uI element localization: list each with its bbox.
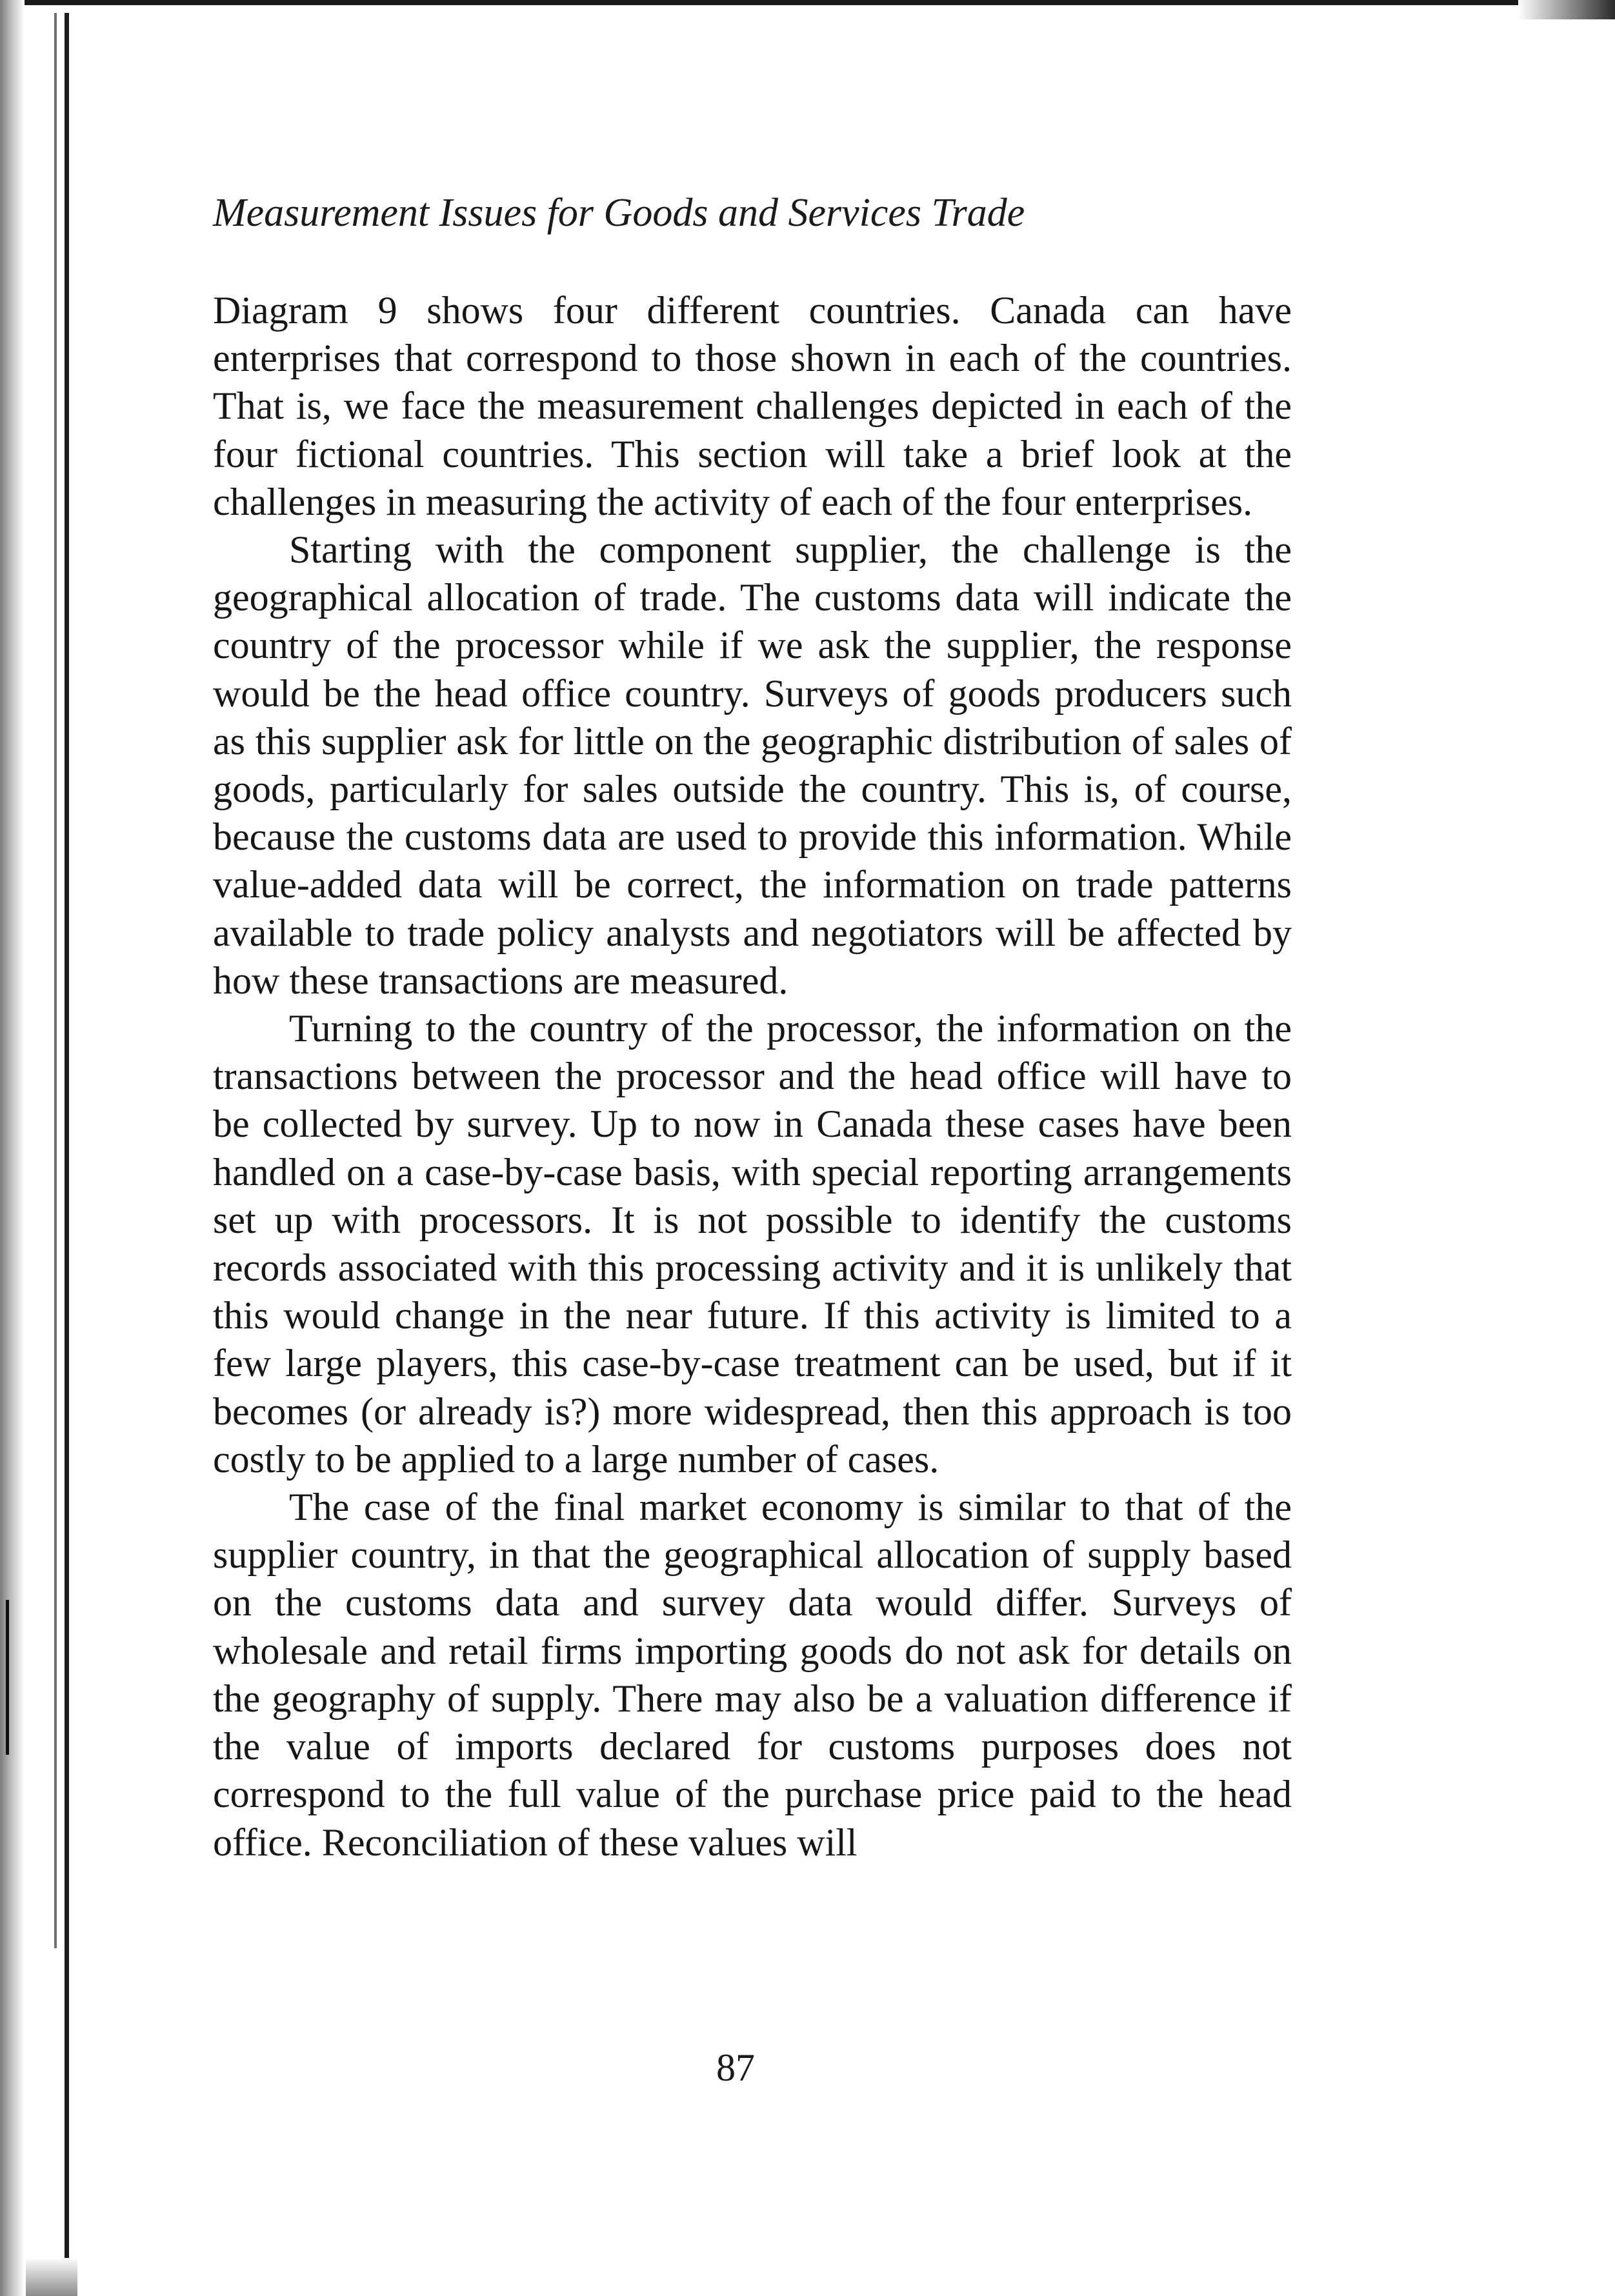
book-binding-edge — [0, 0, 77, 2296]
scan-top-edge — [0, 0, 1615, 5]
binding-outer-line — [65, 13, 69, 2264]
body-text — [213, 286, 1292, 1866]
page-number: 87 — [716, 2046, 755, 2089]
margin-mark — [6, 1600, 9, 1755]
paragraph-4: The case of the final market economy is similar to that of the supplier country, in that the geographical allocation of supply based on the customs data and survey data would differ. Surveys of wholesale and retail firms importing goods do not ask for details on the geography of supply. There may also be a valuation difference if the value of imports declared for customs purposes does not correspond to the full value of the purchase price paid to the head office. Reconciliation of these values will — [213, 1486, 1292, 1864]
binding-bottom-shadow — [26, 2258, 77, 2296]
paragraph-2: Starting with the component supplier, the challenge is the geographical allocation of trade. The customs data will indicate the country of the processor while if we ask the supplier, the response would be the head office country. Surveys of goods producers such as this supplier ask for little on the geographic distribution of sales of goods, particularly for sales outside the country. This is, of course, because the customs data are used to provide this information. While value-added data will be correct, the information on trade patterns available to trade policy analysts and negotiators will be affected by how these transactions are measured. — [213, 528, 1292, 1002]
binding-shadow — [0, 0, 25, 2296]
scan-corner-shadow — [1518, 0, 1615, 19]
running-header: Measurement Issues for Goods and Services Trade — [213, 191, 1025, 235]
paragraph-3: Turning to the country of the processor, the information on the transactions between the processor and the head office will have to be collected by survey. Up to now in Canada these cases have been handled on a case-by-case basis, with special reporting arrangements set up with processors. It is not possible to identify the customs records associated with this processing activity and it is unlikely that this would change in the near future. If this activity is limited to a few large players, this case-by-case treatment can be used, but if it becomes (or already is?) more widespread, then this approach is too costly to be applied to a large number of cases. — [213, 1007, 1292, 1481]
paragraph-1: Diagram 9 shows four different countries. Canada can have enterprises that correspond to those shown in each of the countries. That is, we face the measurement challenges depicted in each of the four fictional countries. This section will take a brief look at the challenges in measuring the activity of each of the four enterprises. — [213, 289, 1292, 523]
binding-inner-line — [54, 13, 57, 1948]
